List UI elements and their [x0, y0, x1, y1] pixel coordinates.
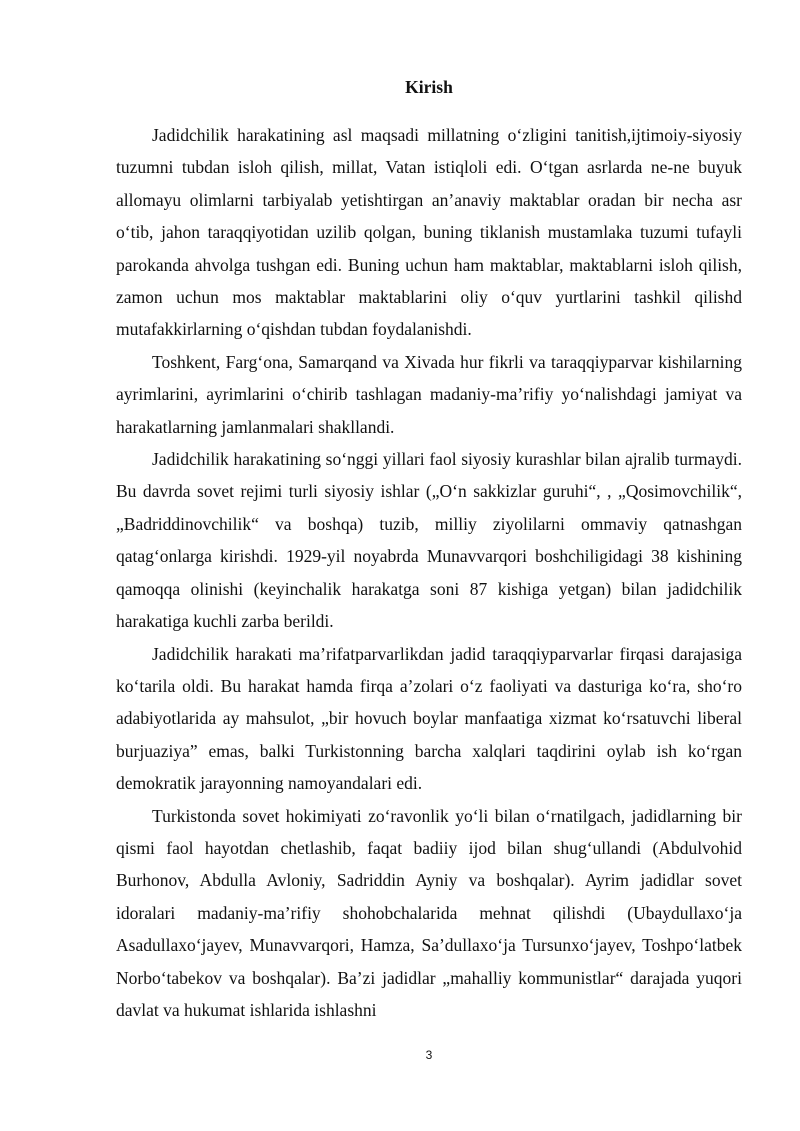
- paragraph-1: Jadidchilik harakatining asl maqsadi millatning o‘zligini tanitish,ijtimoiy-siyosiy tuzumni tubdan isloh qilish, millat, Vatan istiqloli edi. O‘tgan asrlarda ne-ne buyuk allomayu olimlarni tarbiyalab yetishtirgan an’anaviy maktablar oradan bir necha asr o‘tib, jahon taraqqiyotidan uzilib qolgan, buning tiklanish mustamlaka tuzumi tufayli parokanda ahvolga tushgan edi. Buning uchun ham maktablar, maktablarni isloh qilish, zamon uchun mos maktablar maktablarini oliy o‘quv yurtlarini tashkil qilishd mutafakkirlarning o‘qishdan tubdan foydalanishdi.: [116, 125, 742, 340]
- body-text: [116, 119, 742, 1026]
- section-heading: Kirish: [405, 77, 453, 97]
- page-number: 3: [425, 1048, 433, 1062]
- paragraph-4: Jadidchilik harakati ma’rifatparvarlikdan jadid taraqqiyparvarlar firqasi darajasiga ko‘tarila oldi. Bu harakat hamda firqa a’zolari o‘z faoliyati va dasturiga ko‘ra, sho‘ro adabiyotlarida ay mahsulot, „bir hovuch boylar manfaatiga xizmat ko‘rsatuvchi liberal burjuaziya” emas, balki Turkistonning barcha xalqlari taqdirini oylab ish ko‘rgan demokratik jarayonning namoyandalari edi.: [116, 643, 742, 794]
- paragraph-2: Toshkent, Farg‘ona, Samarqand va Xivada hur fikrli va taraqqiyparvar kishilarning ayrimlarini, ayrimlarini o‘chirib tashlagan madaniy-ma’rifiy yo‘nalishdagi jamiyat va harakatlarning jamlanmalari shakllandi.: [116, 351, 742, 437]
- paragraph-3: Jadidchilik harakatining so‘nggi yillari faol siyosiy kurashlar bilan ajralib turmaydi. Bu davrda sovet rejimi turli siyosiy ishlar („O‘n sakkizlar guruhi“, , „Qosimovchilik“, „Badriddinovchilik“ va boshqa) tuzib, milliy ziyolilarni ommaviy qatnashgan qatag‘onlarga kirishdi. 1929-yil noyabrda Munavvarqori boshchiligidagi 38 kishining qamoqqa olinishi (keyinchalik harakatga soni 87 kishiga yetgan) bilan jadidchilik harakatiga kuchli zarba berildi.: [116, 449, 742, 632]
- paragraph-5: Turkistonda sovet hokimiyati zo‘ravonlik yo‘li bilan o‘rnatilgach, jadidlarning bir qismi faol hayotdan chetlashib, faqat badiiy ijod bilan shug‘ullandi (Abdulvohid Burhonov, Abdulla Avloniy, Sadriddin Ayniy va boshqalar). Ayrim jadidlar sovet idoralari madaniy-ma’rifiy shohobchalarida mehnat qilishdi (Ubaydullaxo‘ja Asadullaxo‘jayev, Munavvarqori, Hamza, Sa’dullaxo‘ja Tursunxo‘jayev, Toshpo‘latbek Norbo‘tabekov va boshqalar). Ba’zi jadidlar „mahalliy kommunistlar“ darajada yuqori davlat va hukumat ishlarida ishlashni: [116, 805, 742, 1020]
